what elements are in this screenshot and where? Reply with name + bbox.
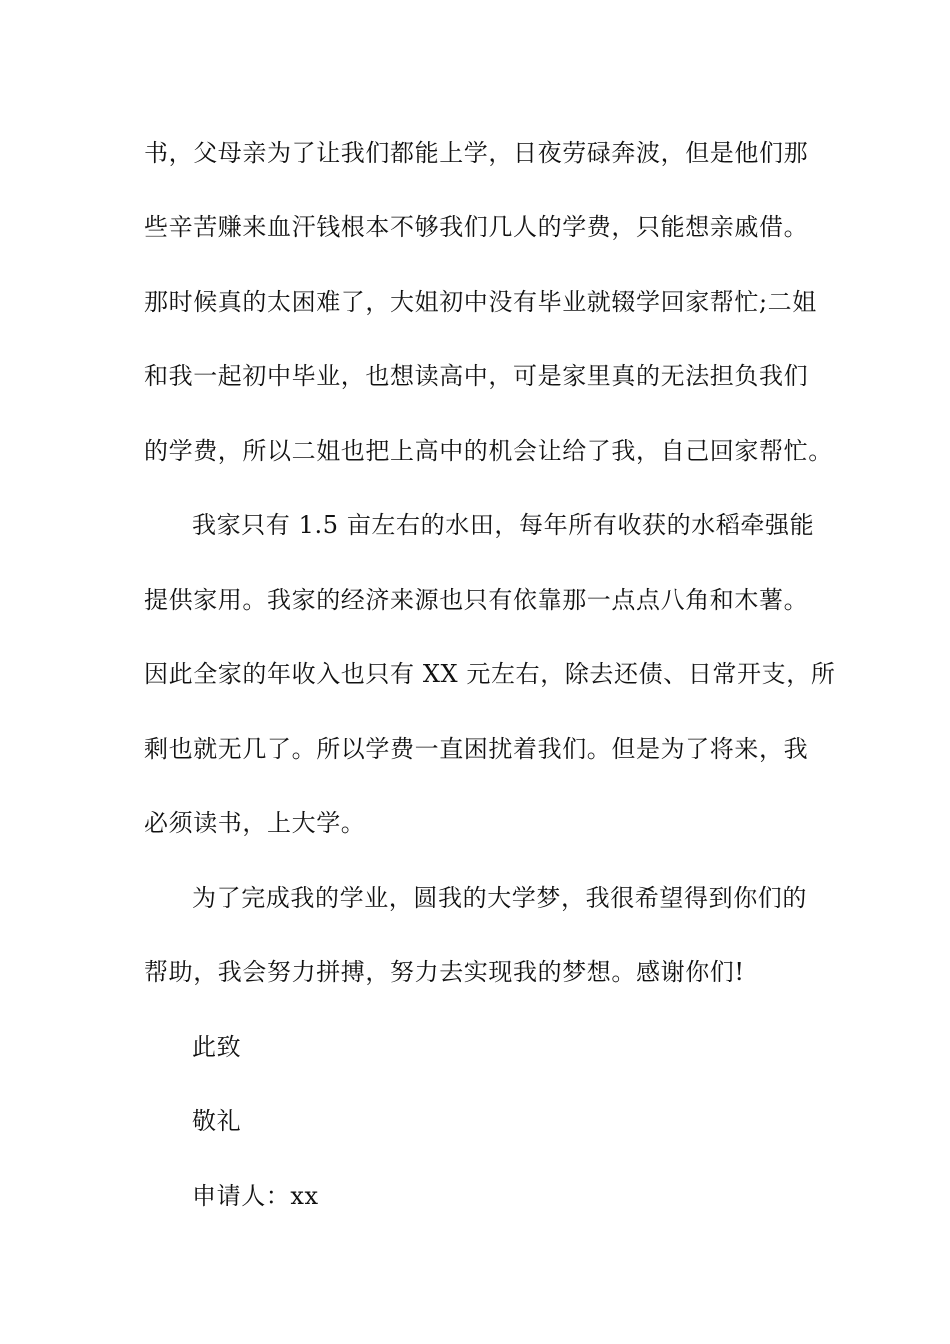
text-line-1: 书，父母亲为了让我们都能上学，日夜劳碌奔波，但是他们那 xyxy=(144,139,809,167)
text-line-7: 提供家用。我家的经济来源也只有依靠那一点点八角和木薯。 xyxy=(144,586,809,614)
closing-salutation-1: 此致 xyxy=(192,1033,242,1061)
text-line-4: 和我一起初中毕业，也想读高中，可是家里真的无法担负我们 xyxy=(144,362,809,390)
text-line-11: 为了完成我的学业，圆我的大学梦，我很希望得到你们的 xyxy=(192,884,807,912)
text-line-2: 些辛苦赚来血汗钱根本不够我们几人的学费，只能想亲戚借。 xyxy=(144,213,809,241)
text-line-8: 因此全家的年收入也只有 XX 元左右，除去还债、日常开支，所 xyxy=(144,660,836,688)
text-line-12: 帮助，我会努力拼搏，努力去实现我的梦想。感谢你们! xyxy=(144,958,745,986)
closing-salutation-2: 敬礼 xyxy=(192,1107,242,1135)
text-line-3: 那时候真的太困难了，大姐初中没有毕业就辍学回家帮忙;二姐 xyxy=(144,288,817,316)
text-line-5: 的学费，所以二姐也把上高中的机会让给了我，自己回家帮忙。 xyxy=(144,437,833,465)
applicant-signature: 申请人：xx xyxy=(192,1182,319,1210)
text-line-6: 我家只有 1.5 亩左右的水田，每年所有收获的水稻牵强能 xyxy=(192,511,815,539)
text-line-9: 剩也就无几了。所以学费一直困扰着我们。但是为了将来，我 xyxy=(144,735,809,763)
text-line-10: 必须读书，上大学。 xyxy=(144,809,366,837)
